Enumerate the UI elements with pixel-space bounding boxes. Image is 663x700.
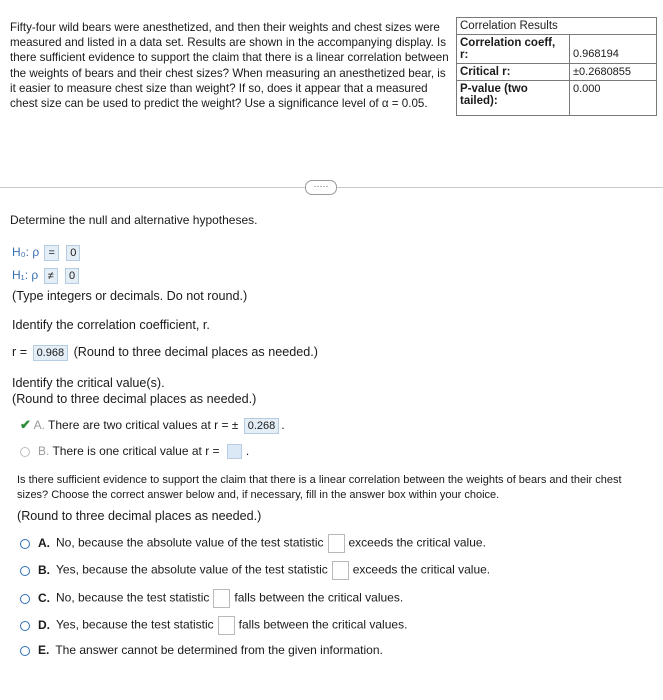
hypotheses-note: (Type integers or decimals. Do not round.) xyxy=(12,289,248,303)
option-b-radio[interactable] xyxy=(20,447,30,457)
conclusion-a-letter: A. xyxy=(38,535,50,550)
correlation-prompt: Identify the correlation coefficient, r. xyxy=(12,318,210,332)
conclusion-a-text: No, because the absolute value of the test statistic xyxy=(56,535,324,550)
conclusion-a-radio[interactable] xyxy=(20,539,30,549)
conclusion-option-e[interactable] xyxy=(20,643,383,657)
option-b-text: There is one critical value at r = xyxy=(52,444,220,458)
results-label-corr: Correlation coeff, r: xyxy=(457,35,570,64)
conclusion-a-post: exceeds the critical value. xyxy=(348,535,486,550)
h1-operator-select[interactable]: ≠ xyxy=(44,268,58,284)
h0-label: H₀: ρ xyxy=(12,245,40,259)
results-label-pvalue: P-value (two tailed): xyxy=(457,81,570,116)
critical-note: (Round to three decimal places as needed.) xyxy=(12,392,257,406)
conclusion-b-letter: B. xyxy=(38,562,50,577)
conclusion-b-radio[interactable] xyxy=(20,566,30,576)
results-value-pvalue: 0.000 xyxy=(570,81,657,116)
critical-option-b[interactable]: B. There is one critical value at r = . xyxy=(20,444,249,459)
option-b-letter: B. xyxy=(38,444,50,458)
r-label: r = xyxy=(12,345,28,359)
h1-value-input[interactable]: 0 xyxy=(65,268,79,284)
conclusion-d-letter: D. xyxy=(38,617,50,632)
conclusion-option-a[interactable] xyxy=(20,534,486,553)
results-label-critical: Critical r: xyxy=(457,64,570,81)
h0-operator-select[interactable]: = xyxy=(44,245,58,261)
conclusion-b-post: exceeds the critical value. xyxy=(352,562,491,577)
option-b-input[interactable] xyxy=(227,444,242,459)
conclusion-d-radio[interactable] xyxy=(20,621,30,631)
h0-value-input[interactable]: 0 xyxy=(66,245,80,261)
problem-text: Fifty-four wild bears were anesthetized, and then their weights and chest sizes were measured and listed in a data set. Results are shown in the accompanying display. Is there sufficient evidence to support the claim that there is a linear correlation between the weights of bears and their chest sizes? When measuring an anesthetized bear, is it easier to measure chest size than weight? If so, does it appear that a measured chest size can be used to predict the weight? Use a significance level of xyxy=(10,21,449,111)
conclusion-option-b[interactable] xyxy=(20,561,490,580)
results-value-corr: 0.968194 xyxy=(570,35,657,64)
r-row xyxy=(12,345,318,361)
conclusion-b-text: Yes, because the absolute value of the test statistic xyxy=(56,562,328,577)
conclusion-c-text: No, because the test statistic xyxy=(56,590,210,605)
correlation-results-table xyxy=(456,17,657,116)
h1-row xyxy=(12,268,81,284)
option-a-text: There are two critical values at r = ± xyxy=(48,418,239,432)
r-note: (Round to three decimal places as needed.) xyxy=(73,345,318,359)
alpha-value: α = 0.05. xyxy=(381,97,428,111)
hypotheses-prompt: Determine the null and alternative hypotheses. xyxy=(10,213,258,227)
option-a-letter: A. xyxy=(33,418,45,432)
problem-statement xyxy=(10,20,454,111)
results-value-critical: ±0.2680855 xyxy=(570,64,657,81)
conclusion-d-input[interactable] xyxy=(218,616,235,635)
r-value-input[interactable]: 0.968 xyxy=(33,345,69,361)
conclusion-c-post: falls between the critical values. xyxy=(234,590,404,605)
conclusion-option-d[interactable] xyxy=(20,616,407,635)
conclusion-note: (Round to three decimal places as needed.) xyxy=(17,509,262,523)
conclusion-b-input[interactable] xyxy=(332,561,349,580)
h0-row xyxy=(12,245,82,261)
conclusion-e-letter: E. xyxy=(38,643,50,657)
conclusion-c-radio[interactable] xyxy=(20,594,30,604)
conclusion-e-text: The answer cannot be determined from the given information. xyxy=(55,643,383,657)
critical-value-input[interactable]: 0.268 xyxy=(244,418,280,434)
conclusion-d-post: falls between the critical values. xyxy=(238,617,408,632)
conclusion-d-text: Yes, because the test statistic xyxy=(56,617,214,632)
conclusion-c-letter: C. xyxy=(38,590,50,605)
conclusion-a-input[interactable] xyxy=(328,534,345,553)
conclusion-prompt: Is there sufficient evidence to support the claim that there is a linear correlation between the weights of bears and their chest sizes? Choose the correct answer below and, if necessary, fill in the answer box within your choice. xyxy=(17,474,622,501)
critical-prompt: Identify the critical value(s). xyxy=(12,376,165,390)
conclusion-option-c[interactable] xyxy=(20,589,403,608)
conclusion-c-input[interactable] xyxy=(213,589,230,608)
critical-option-a[interactable]: ✔ A. There are two critical values at r = ± 0.268 . xyxy=(20,417,285,432)
h1-label: H₁: ρ xyxy=(12,268,39,282)
expand-more-button[interactable]: ····· xyxy=(305,180,337,195)
correct-check-icon: ✔ xyxy=(20,417,31,432)
conclusion-e-radio[interactable] xyxy=(20,646,30,656)
results-title: Correlation Results xyxy=(457,18,657,35)
